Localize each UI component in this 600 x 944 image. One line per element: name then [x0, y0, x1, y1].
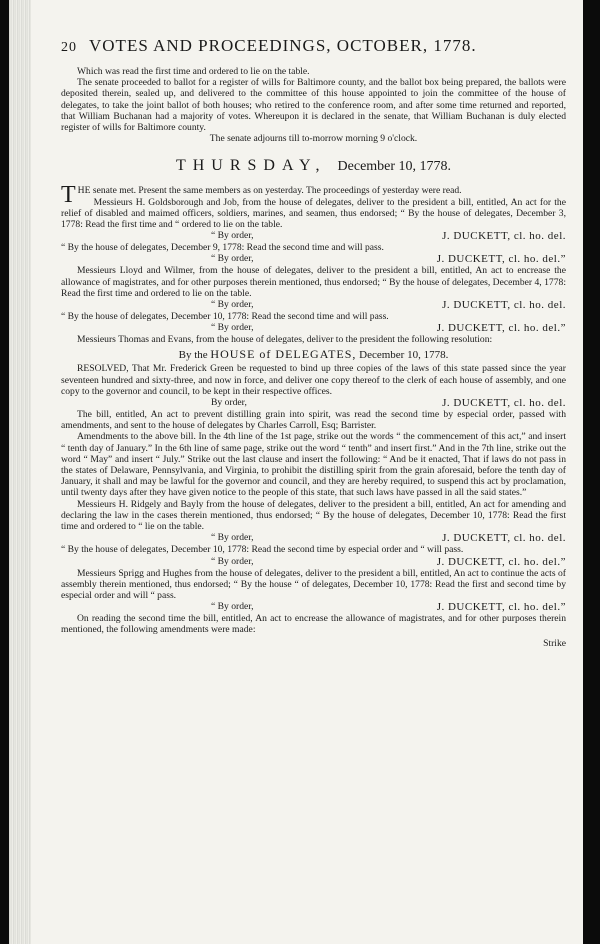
paragraph: Messieurs Lloyd and Wilmer, from the house of delegates, deliver to the president a bill, entitled, An act to encrease the allowance of magistrates, and for other purposes therein mentioned, thus endorsed; “ By the house of delegates, December 4, 1778: Read the first time and ordered to lie on the table. — [61, 265, 566, 299]
day-date: December 10, 1778. — [337, 159, 452, 175]
signature-line: “ By order, J. DUCKETT, cl. ho. del.” — [211, 601, 566, 614]
catchword: Strike — [543, 637, 566, 649]
paragraph: Messieurs Sprigg and Hughes from the house of delegates, deliver to the president a bill, entitled, An act to continue the acts of assembly therein mentioned, thus endorsed; “ By the house “ of delegates, December 10, 1778: Read the first and second time by especial order and will “ pass. — [61, 567, 566, 601]
running-title: VOTES AND PROCEEDINGS, OCTOBER, 1778. — [89, 36, 477, 55]
paragraph: Amendments to the above bill. In the 4th line of the 1st page, strike out the words “ the commencement of this act,” and insert “ tenth day of January.” In the 6th line of same page, strike out the word “ tenth” and insert first.” And in the 7th line, strike out the word “ May” and insert “ July.” Strike out the last clause and insert the following: “ And be it enacted, That if laws do not pass in the states of Delaware, Pennsylvania, and Virginia, to prohibit the distilling spirit from the grain aforesaid, before the tenth day of January, it shall and may be lawful for the governor and council, and they are hereby required, to suspend this act by proclamation, until twenty days after they have given notice to the people of this state, that such laws have passed in all the said states.” — [61, 431, 566, 499]
page-number: 20 — [61, 40, 77, 55]
paragraph: Messieurs H. Goldsborough and Job, from the house of delegates, deliver to the president a bill, entitled, An act for the relief of disabled and maimed officers, soldiers, marines, and seamen, thus endorsed; “ By the house of delegates, December 3, 1778: Read the first time and “ ordered to lie on the table. — [61, 196, 566, 231]
drop-cap: T — [61, 182, 76, 209]
page-content — [61, 36, 566, 649]
endorsement-line: “ By the house of delegates, December 9, 1778: Read the second time and will pass. — [61, 242, 384, 254]
signature-line: By order, J. DUCKETT, cl. ho. del. — [211, 397, 566, 410]
endorsement-line: “ By the house of delegates, December 10, 1778: Read the second time and will pass. — [61, 311, 389, 323]
day-heading — [61, 157, 566, 176]
signature-line: “ By order, J. DUCKETT, cl. ho. del. — [211, 230, 566, 243]
house-heading: By the HOUSE of DELEGATES, December 10, 1778. — [178, 347, 449, 362]
paragraph: Which was read the first time and ordered to lie on the table. — [77, 66, 310, 77]
signature-line: “ By order, J. DUCKETT, cl. ho. del. — [211, 532, 566, 545]
paragraph: On reading the second time the bill, entitled, An act to encrease the allowance of magistrates, and for other purposes therein mentioned, the following amendments were made: — [61, 613, 566, 636]
signature-line: “ By order, J. DUCKETT, cl. ho. del.” — [211, 555, 566, 568]
signature-line: “ By order, J. DUCKETT, cl. ho. del. — [211, 299, 566, 312]
document-page — [9, 0, 583, 944]
opening-paragraph: THE senate met. Present the same members as on yesterday. The proceedings of yesterday were read. — [61, 182, 462, 209]
day-name: THURSDAY, — [175, 157, 327, 175]
paragraph: The senate proceeded to ballot for a register of wills for Baltimore county, and the ballot box being prepared, the ballots were deposited therein, sealed up, and delivered to the committee of this house appointed to join the committee of the house of delegates, to take the joint ballot of both houses; who retired to the conference room, and after some time returned and reported, that William Buchanan had a majority of votes. Whereupon it is declared in the senate, that William Buchanan is duly elected register of wills for Baltimore county. — [61, 77, 566, 134]
signature-line: “ By order, J. DUCKETT, cl. ho. del.” — [211, 253, 566, 266]
paragraph: The bill, entitled, An act to prevent distilling grain into spirit, was read the second time by especial order, passed with amendments, and sent to the house of delegates by Charles Carroll, Esq; Barrister. — [61, 409, 566, 432]
running-header — [61, 36, 566, 56]
paragraph: Messieurs H. Ridgely and Bayly from the house of delegates, deliver to the president a bill, entitled, An act for amending and declaring the law in the cases therein mentioned, thus endorsed; “ By the house of delegates, December 10, 1778: Read the first time and ordered to “ lie on the table. — [61, 498, 566, 533]
endorsement-line: “ By the house of delegates, December 10, 1778: Read the second time by especial order and “ will pass. — [61, 544, 464, 556]
signature-line: “ By order, J. DUCKETT, cl. ho. del.” — [211, 322, 566, 335]
adjournment-line: The senate adjourns till to-morrow morning 9 o'clock. — [209, 133, 418, 145]
paragraph: Messieurs Thomas and Evans, from the house of delegates, deliver to the president the following resolution: — [77, 334, 493, 346]
book-spine-gutter — [9, 0, 31, 944]
resolution-text: RESOLVED, That Mr. Frederick Green be requested to bind up three copies of the laws of this state passed since the year seventeen hundred and sixty-three, and now in force, and deliver one copy thereof to the clerk of each house of assembly, and one copy to the governor and council, to be kept in their respective offices. — [61, 363, 566, 397]
